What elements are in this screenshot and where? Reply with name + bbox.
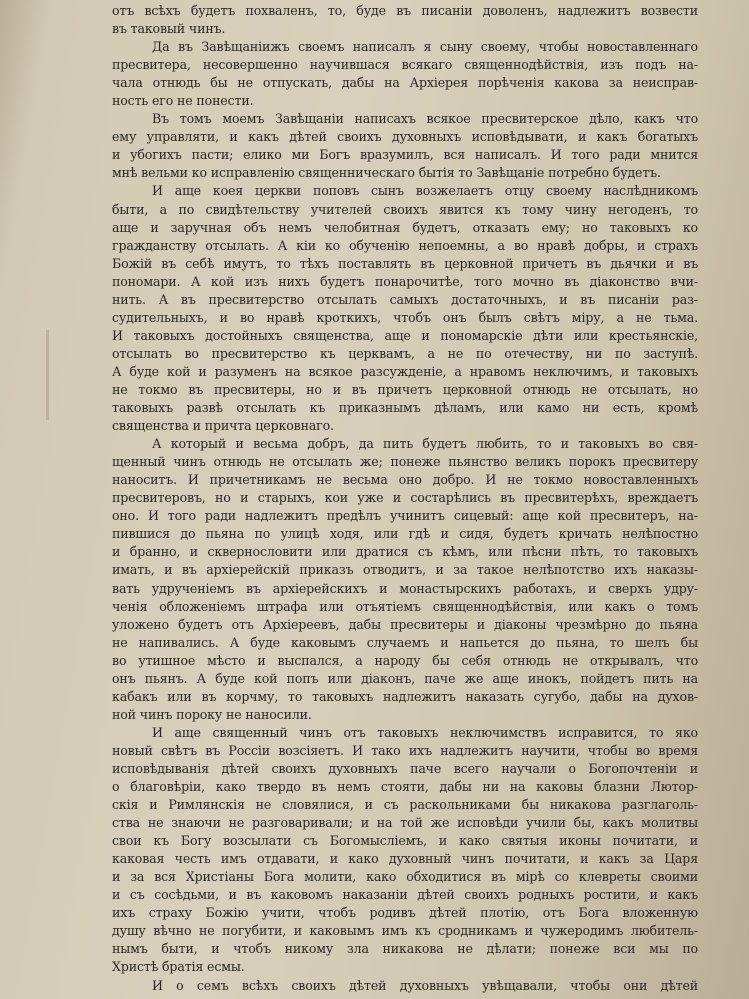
text-line: Да въ Завѣщаніижъ своемъ написалъ я сыну своему, чтобы новоставленнаго — [152, 39, 698, 55]
text-line: исповѣдыванія дѣтей своихъ духовныхъ паче всего научали о Богопочтеніи и — [112, 760, 698, 776]
text-line: мнѣ вельми ко исправленію священническаго бытія то Завѣщаніе потребно будетъ. — [112, 165, 661, 181]
text-line: ихъ страху Божію учити, чтобъ родивъ дѣтей плотію, отъ Бога вложенную — [112, 905, 698, 921]
text-line: скія и Римлянскія не словялися, и съ раскольниками бы никакова разглаголь- — [112, 797, 698, 813]
text-line: Божій въ себѣ имутъ, то тѣхъ поставлять въ церковной причетъ въ дьячки и въ — [112, 255, 698, 271]
text-line: пресвитеровъ, но и старыхъ, кои уже и состарѣлись въ пресвитерѣхъ, вреждаетъ — [112, 490, 698, 506]
text-line: наноситъ. И причетникамъ не весьма оно добро. И не токмо новоставленныхъ — [112, 472, 698, 488]
text-line: гражданству отсылать. А кіи ко обученію непоемны, а во нравѣ добры, и страхъ — [112, 237, 698, 253]
text-line: уложено будетъ отъ Архіереевъ, дабы пресвитеры и діаконы чрезмѣрно до пьяна — [112, 616, 698, 632]
text-line: судительныхъ, и во нравѣ кроткихъ, чтобъ онъ былъ свѣтъ міру, а не тьма. — [112, 309, 698, 325]
text-line: чала отнюдь бы не отпускать, дабы на Архіерея порѣченія какова за неисправ- — [112, 75, 698, 91]
text-line: нить. А въ пресвитерство отсылать самыхъ достаточныхъ, и въ писаніи раз- — [112, 291, 698, 307]
text-line: А который и весьма добръ, да пить будетъ любить, то и таковыхъ во свя- — [152, 436, 698, 452]
text-line: пившися до пьяна по улицѣ ходя, или гдѣ и сидя, будетъ кричать нелѣпостно — [112, 526, 698, 542]
text-line: и бранно, и сквернословити или дратися съ кѣмъ, или пѣсни пѣть, то таковыхъ — [112, 544, 698, 560]
text-line: И аще священный чинъ отъ таковыхъ неключимствъ исправится, то яко — [152, 724, 698, 740]
text-line: не напивались. А буде каковымъ случаемъ и напьется до пьяна, то шелъ бы — [112, 634, 698, 650]
text-line: И таковыхъ достойныхъ священства, аще и пономарскіе дѣти или крестьянскіе, — [112, 327, 698, 343]
text-line: отъ всѣхъ будетъ похваленъ, то, буде въ писаніи доволенъ, надлежитъ возвести — [112, 3, 698, 18]
text-line: о благовѣріи, како твердо въ немъ стояти, дабы ни на каковы блазни Лютор- — [112, 779, 698, 795]
text-line: ной чинъ пороку не наносили. — [112, 706, 312, 722]
text-line: оно. И того ради надлежитъ предѣлъ учинитъ сицевый: аще кой пресвитеръ, на- — [112, 508, 698, 524]
text-line: нымъ быти, и чтобъ никому зла никакова не дѣлати; понеже вси мы по — [112, 941, 698, 957]
text-line: ства не знаючи не разговаривали; и на той же исповѣди учили бы, какъ молитвы — [112, 815, 698, 831]
text-line: и съ сосѣдьми, и въ каковомъ наказаніи дѣтей своихъ родныхъ ростити, и какъ — [112, 887, 698, 903]
text-line: А буде кой и разуменъ на всякое разсужденіе, а нравомъ неключимъ, и таковыхъ — [112, 363, 698, 379]
text-line: отсылать во пресвитерство къ церквамъ, а не по отечеству, ни по заступѣ. — [112, 345, 698, 361]
text-line: новый свѣтъ въ Россіи возсіяетъ. И тако ихъ надлежитъ научити, чтобы во время — [112, 742, 698, 758]
text-line: вать удрученіемъ въ архіерейскихъ и монастырскихъ работахъ, и сверхъ удру- — [112, 580, 698, 596]
text-line: ему управляти, и какъ дѣтей своихъ духовныхъ исповѣдывати, и какъ богатыхъ — [112, 129, 698, 145]
text-line: щенный чинъ отнюдь не отсылать же; понеже пьянство великъ порокъ пресвитеру — [112, 454, 698, 470]
page-text — [112, 2, 698, 995]
text-line: не токмо въ пресвитеры, но и въ причетъ церковной отнюдь не отсылать, но — [112, 381, 698, 397]
text-line: И о семъ всѣхъ своихъ дѣтей духовныхъ увѣщавали, чтобы они дѣтей — [152, 977, 698, 993]
text-line: Въ томъ моемъ Завѣщаніи написахъ всякое пресвитерское дѣло, какъ что — [152, 111, 698, 127]
text-line: во утишное мѣсто и выспался, а народу бы себя отнюдь не открывалъ, что — [112, 652, 698, 668]
text-line: священства и причта церковнаго. — [112, 418, 334, 434]
text-line: и убогихъ пасти; елико ми Богъ вразумилъ, вся написалъ. И того ради мнится — [112, 147, 698, 163]
text-line: ность его не понести. — [112, 93, 254, 109]
text-line: въ таковый чинъ. — [112, 21, 226, 37]
text-line: имать, и въ архіерейскій приказъ отводитъ, и за такое нелѣпотство ихъ наказы- — [112, 562, 698, 578]
text-line: аще и заручная объ немъ челобитная будетъ, отказать ему; но таковыхъ ко — [112, 219, 698, 235]
text-line: быти, а по свидѣтельству учителей своихъ явится къ тому чину негоденъ, то — [112, 201, 698, 217]
text-line: таковыхъ развѣ отсылать къ приказнымъ дѣламъ, или камо ни есть, кромѣ — [112, 400, 698, 416]
text-line: пономари. А кой изъ нихъ будетъ понарочитѣе, того мочно въ діаконство вчи- — [112, 273, 698, 289]
text-line: пресвитера, несовершенно научившася всякаго священнодѣйствія, изъ подъ на- — [112, 57, 698, 73]
page-edge-shadow — [46, 330, 49, 420]
text-line: Христѣ братія есмы. — [112, 959, 245, 975]
text-line: душу вѣчно не погубити, и каковымъ имъ къ сродникамъ и чужеродимъ любитель- — [112, 923, 698, 939]
text-line: онъ пьянъ. А буде кой попъ или діаконъ, паче же аще инокъ, пойдетъ пить на — [112, 670, 698, 686]
text-line: ченія обложеніемъ штрафа или отъятіемъ священнодѣйствія, или какъ о томъ — [112, 598, 698, 614]
text-line: и за вся Христіаны Бога молити, како обходитися въ мірѣ со клевреты своими — [112, 869, 698, 885]
text-line: каковая честь имъ отдавати, и како духовный чинъ почитати, и какъ за Царя — [112, 851, 698, 867]
text-line: кабакъ или въ корчму, то таковыхъ надлежитъ наказать сугубо, дабы на духов- — [112, 688, 698, 704]
text-line: И аще коея церкви поповъ сынъ возжелаетъ отцу своему наслѣдникомъ — [152, 183, 698, 199]
text-line: свои къ Богу возсылати съ Богомысліемъ, и како святыя иконы почитати, и — [112, 833, 698, 849]
